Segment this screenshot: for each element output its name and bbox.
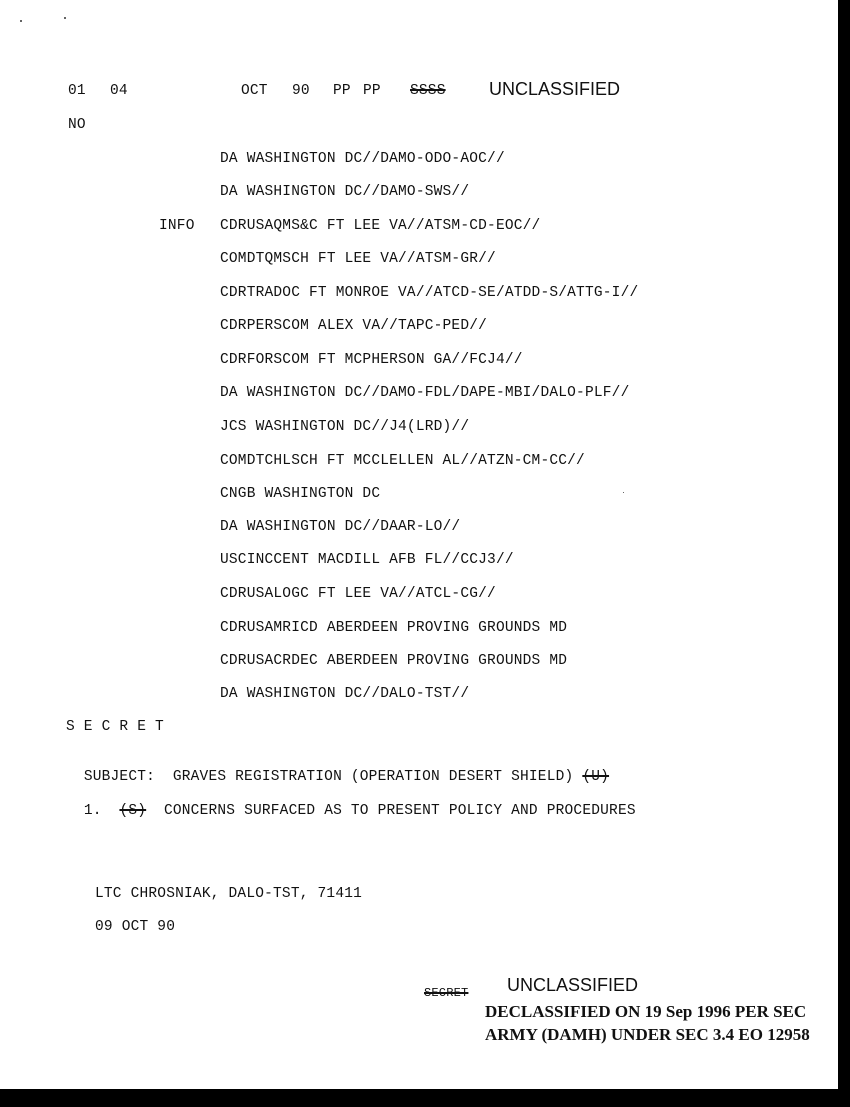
originator-date: 09 OCT 90 — [95, 919, 176, 935]
paragraph-text: CONCERNS SURFACED AS TO PRESENT POLICY AND PROCEDURES — [163, 803, 636, 819]
info-address: CDRUSALOGC FT LEE VA//ATCL-CG// — [220, 586, 496, 602]
info-address: CDRUSAQMS&C FT LEE VA//ATSM-CD-EOC// — [220, 218, 541, 234]
header-month: OCT — [241, 83, 268, 99]
declassification-line-1: DECLASSIFIED ON 19 Sep 1996 PER SEC — [485, 1002, 807, 1021]
info-address: JCS WASHINGTON DC//J4(LRD)// — [220, 419, 470, 435]
info-address: CDRPERSCOM ALEX VA//TAPC-PED// — [220, 318, 488, 334]
paragraph-1 — [66, 787, 636, 819]
scan-speck — [20, 20, 22, 22]
sequence-number-1: 01 — [68, 83, 86, 99]
info-address: CDRUSAMRICD ABERDEEN PROVING GROUNDS MD — [220, 620, 568, 636]
sequence-number-2: 04 — [110, 83, 128, 99]
info-address: DA WASHINGTON DC//DALO-TST// — [220, 686, 470, 702]
subject-label: SUBJECT: — [83, 769, 156, 785]
precedence-2: PP — [363, 83, 381, 99]
to-address: DA WASHINGTON DC//DAMO-ODO-AOC// — [220, 151, 505, 167]
info-address: DA WASHINGTON DC//DAAR-LO// — [220, 519, 461, 535]
subject-struck-marking: (U) — [582, 769, 610, 785]
footer-classification: UNCLASSIFIED — [507, 975, 639, 995]
secret-label: S E C R E T — [66, 719, 164, 735]
scan-speck — [623, 492, 624, 493]
info-address: CDRUSACRDEC ABERDEEN PROVING GROUNDS MD — [220, 653, 568, 669]
info-address: DA WASHINGTON DC//DAMO-FDL/DAPE-MBI/DALO-PLF// — [220, 385, 630, 401]
scan-edge-bottom — [0, 1089, 850, 1107]
info-address: CNGB WASHINGTON DC — [220, 486, 381, 502]
precedence-1: PP — [333, 83, 351, 99]
footer-struck-classification: SECRET — [424, 986, 469, 1000]
info-address: COMDTCHLSCH FT MCCLELLEN AL//ATZN-CM-CC// — [220, 453, 585, 469]
to-address: DA WASHINGTON DC//DAMO-SWS// — [220, 184, 470, 200]
declassification-line-2: ARMY (DAMH) UNDER SEC 3.4 EO 12958 — [485, 1025, 810, 1044]
struck-code: SSSS — [410, 83, 446, 99]
paragraph-struck-marking: (S) — [119, 803, 147, 819]
paragraph-number: 1. — [83, 803, 102, 819]
scan-edge-right — [838, 0, 850, 1100]
info-address: CDRTRADOC FT MONROE VA//ATCD-SE/ATDD-S/ATTG-I// — [220, 285, 639, 301]
info-label: INFO — [159, 218, 195, 234]
subject-text: GRAVES REGISTRATION (OPERATION DESERT SHIELD) — [172, 769, 574, 785]
info-address: USCINCCENT MACDILL AFB FL//CCJ3// — [220, 552, 514, 568]
subject-line — [66, 753, 609, 785]
originator-line: LTC CHROSNIAK, DALO-TST, 71411 — [95, 886, 363, 902]
header-classification: UNCLASSIFIED — [489, 79, 621, 99]
header-year: 90 — [292, 83, 310, 99]
info-address: COMDTQMSCH FT LEE VA//ATSM-GR// — [220, 251, 496, 267]
info-address: CDRFORSCOM FT MCPHERSON GA//FCJ4// — [220, 352, 523, 368]
scan-speck — [64, 17, 66, 19]
no-label: NO — [68, 117, 86, 133]
